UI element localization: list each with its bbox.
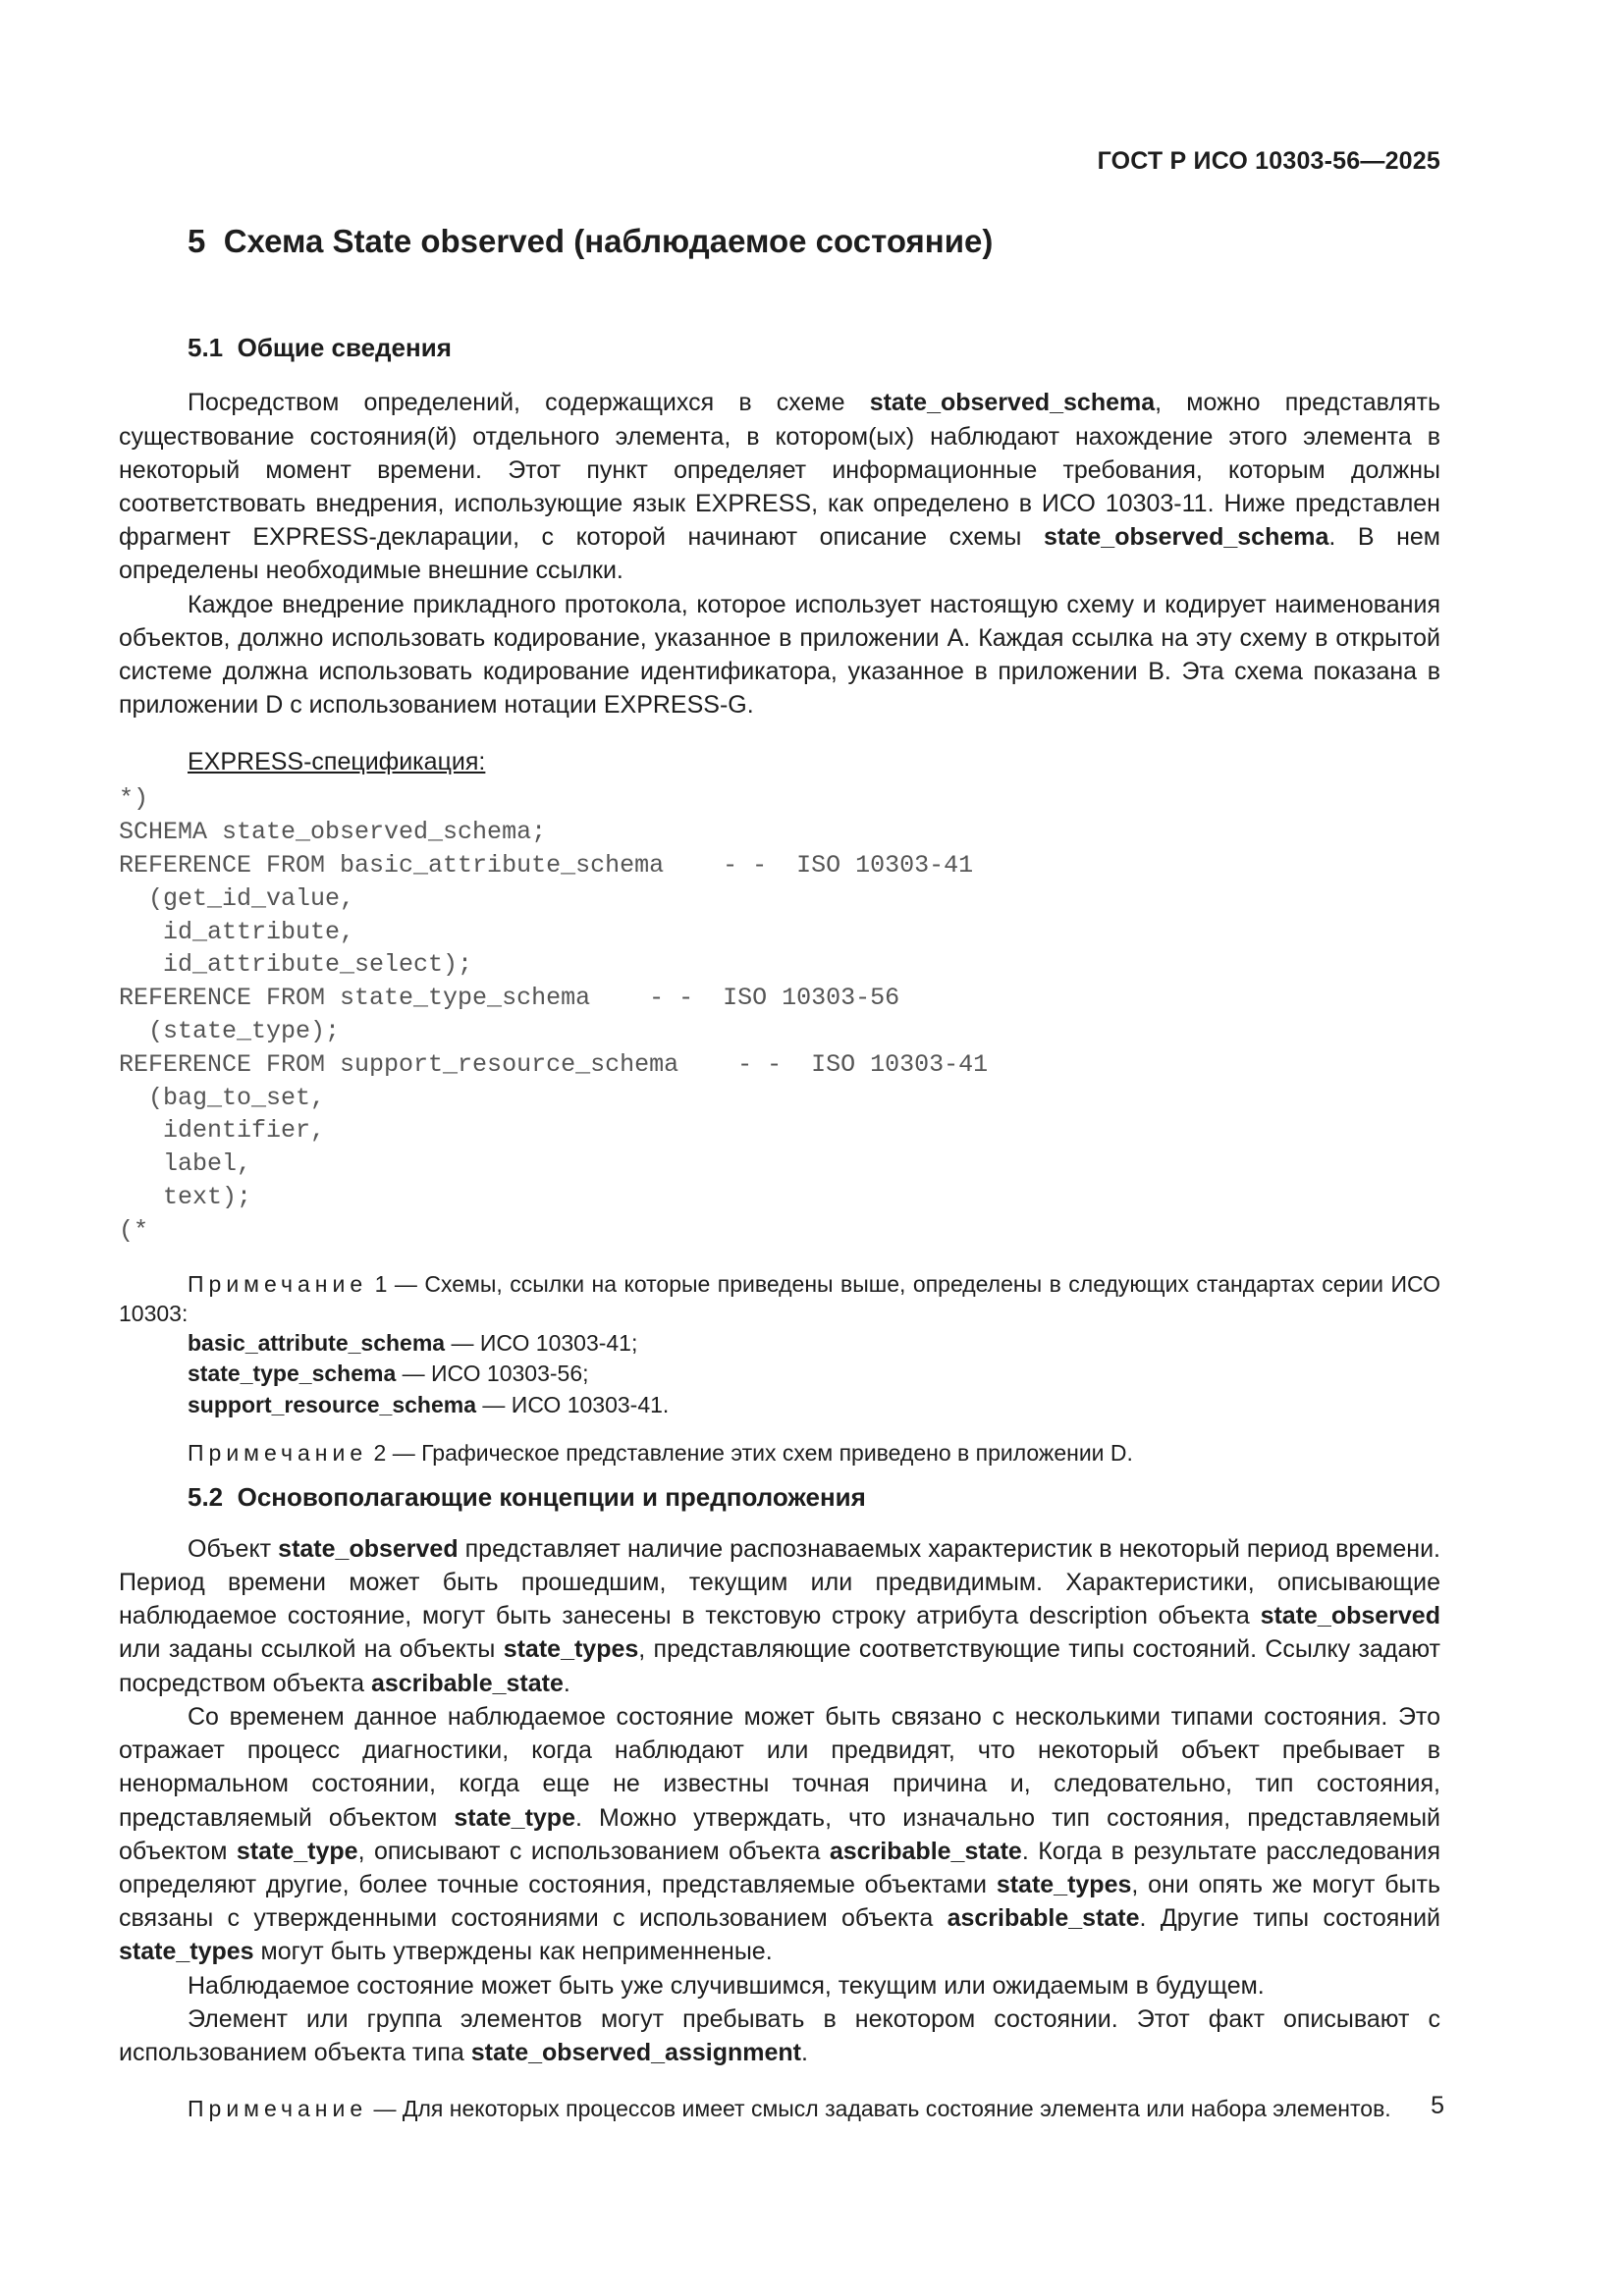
note-label: Примечание bbox=[188, 1270, 368, 1297]
paragraph-encoding: Каждое внедрение прикладного протокола, которое использует настоящую схему и кодирует наименования объектов, должно использовать кодирование, указанное в приложении А. Каждая ссылка на эту схему в открытой системе должна использовать кодирование идентификатора, указанное в приложении В. Эта схема показана в приложении D с использованием нотации EXPRESS-G. bbox=[119, 590, 1440, 720]
section-heading bbox=[188, 222, 1440, 261]
subsection-heading-5-2 bbox=[188, 1481, 1440, 1515]
note-1: Примечание 1 — Схемы, ссылки на которые приведены выше, определены в следующих стандартах серии ИСО 10303: bbox=[119, 1270, 1441, 1326]
subsection-number: 5.2 bbox=[188, 1482, 224, 1513]
list-item: support_resource_schema — ИСО 10303-41. bbox=[188, 1391, 670, 1417]
express-spec-label: EXPRESS-спецификация: bbox=[188, 748, 486, 776]
note-label: Примечание bbox=[188, 1440, 368, 1467]
express-code-block: *) SCHEMA state_observed_schema; REFERENCE FROM basic_attribute_schema - - ISO 10303-41 (get_id_value, id_attribute, id_attribute_select); REFERENCE FROM state_type_schema - - ISO 10303-56 (state_type); REFERENCE FROM support_resource_schema - - ISO 10303-41 (bag_to_set, identifier, label, text); (* bbox=[119, 784, 989, 1245]
subsection-title: Общие сведения bbox=[237, 332, 452, 362]
page-content bbox=[119, 222, 1440, 2123]
paragraph-state-observed: Объект state_observed представляет наличие распознаваемых характеристик в некоторый период времени. Период времени может быть прошедшим, текущим или предвидимым. Характеристики, описывающие наблюдаемое состояние, могут быть занесены в текстовую строку атрибута description объекта state_observed или заданы ссылкой на объекты state_types, представляющие соответствующие типы состояний. Ссылку задают посредством объекта ascribable_state. bbox=[119, 1534, 1441, 1697]
paragraph-time: Наблюдаемое состояние может быть уже случившимся, текущим или ожидаемым в будущем. bbox=[188, 1971, 1265, 2000]
note-2: Примечание 2 — Графическое представление этих схем приведено в приложении D. bbox=[188, 1440, 1133, 1467]
subsection-title: Основополагающие концепции и предположения bbox=[237, 1482, 866, 1513]
schema-name: state_observed_schema bbox=[1043, 523, 1329, 552]
subsection-number: 5.1 bbox=[188, 332, 224, 362]
schema-name: state_observed_schema bbox=[869, 389, 1156, 417]
section-title: Схема State observed (наблюдаемое состояние) bbox=[223, 223, 994, 259]
schema-reference-list bbox=[119, 1328, 1440, 1421]
paragraph-diagnostics: Со временем данное наблюдаемое состояние может быть связано с несколькими типами состояния. Это отражает процесс диагностики, когда наблюдают или предвидят, что некоторый объект пребывает в ненормальном состоянии, когда еще не известны точная причина и, следовательно, тип состояния, представляемый объектом state_type. Можно утверждать, что изначально тип состояния, представляемый объектом state_type, описывают с использованием объекта ascribable_state. Когда в результате расследования определяют другие, более точные состояния, представляемые объектами state_types, они опять же могут быть связаны с утвержденными состояниями с использованием объекта ascribable_state. Другие типы состояний state_types могут быть утверждены как неприменненые. bbox=[119, 1702, 1441, 1966]
paragraph-intro: Посредством определений, содержащихся в схеме state_observed_schema, можно представлять существование состояния(й) отдельного элемента, в котором(ых) наблюдают нахождение этого элемента в некоторый момент времени. Этот пункт определяет информационные требования, которым должны соответствовать внедрения, использующие язык EXPRESS, как определено в ИСО 10303-11. Ниже представлен фрагмент EXPRESS-декларации, с которой начинают описание схемы state_observed_schema. В нем определены необходимые внешние ссылки. bbox=[119, 389, 1440, 585]
list-item: state_type_schema — ИСО 10303-56; bbox=[188, 1361, 589, 1387]
note-label: Примечание bbox=[188, 2096, 368, 2122]
list-item: basic_attribute_schema — ИСО 10303-41; bbox=[188, 1329, 638, 1356]
section-number: 5 bbox=[188, 223, 206, 259]
paragraph-assignment: Элемент или группа элементов могут пребывать в некотором состоянии. Этот факт описывают с использованием объекта типа state_observed_assignment. bbox=[119, 2004, 1440, 2066]
document-code: ГОСТ Р ИСО 10303-56—2025 bbox=[1097, 147, 1440, 175]
subsection-heading-5-1 bbox=[188, 332, 1440, 365]
page-number: 5 bbox=[1431, 2092, 1444, 2119]
note-3: Примечание — Для некоторых процессов имеет смысл задавать состояние элемента или набора элементов. bbox=[188, 2096, 1391, 2122]
